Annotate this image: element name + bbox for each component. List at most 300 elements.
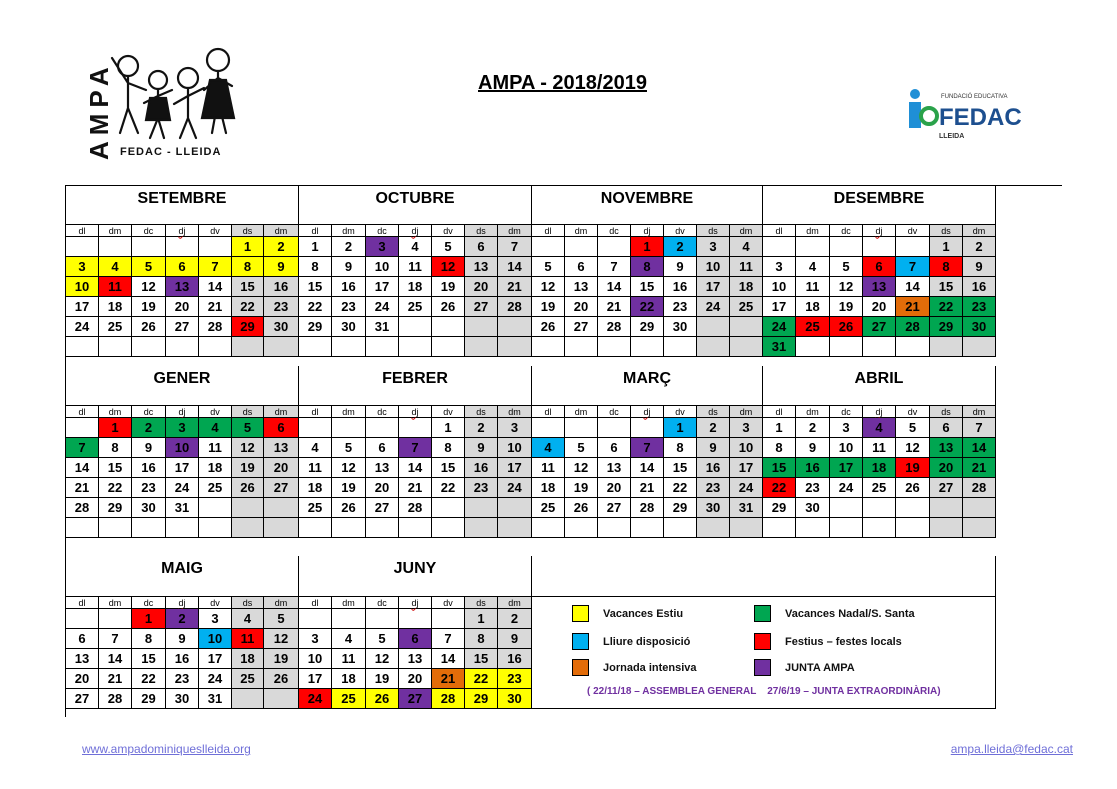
weekday-header: dv <box>896 225 930 237</box>
day-cell: 10 <box>66 277 99 297</box>
empty-cell <box>299 518 332 538</box>
empty-cell <box>66 418 99 438</box>
day-cell: 3 <box>66 257 99 277</box>
day-cell: 17 <box>830 458 863 478</box>
weekday-header: ds <box>465 597 498 609</box>
day-cell: 18 <box>99 297 132 317</box>
day-cell: 6 <box>264 418 299 438</box>
day-cell: 17 <box>498 458 532 478</box>
day-cell: 13 <box>399 649 432 669</box>
day-cell: 23 <box>166 669 199 689</box>
month-title: MARÇ <box>532 366 763 406</box>
day-cell: 4 <box>99 257 132 277</box>
legend-swatch <box>754 659 771 676</box>
day-cell: 14 <box>498 257 532 277</box>
weekday-header: ds <box>465 225 498 237</box>
empty-cell <box>399 317 432 337</box>
day-cell: 20 <box>399 669 432 689</box>
day-cell: 9 <box>498 629 532 649</box>
weekday-header: dj <box>631 225 664 237</box>
day-cell: 13 <box>930 438 963 458</box>
blank-area <box>532 556 996 597</box>
day-cell: 22 <box>432 478 465 498</box>
day-cell: 1 <box>132 609 166 629</box>
empty-cell <box>930 498 963 518</box>
legend-item <box>572 659 697 676</box>
day-cell: 26 <box>565 498 598 518</box>
empty-cell <box>232 689 264 709</box>
day-cell: 12 <box>366 649 399 669</box>
empty-cell <box>465 518 498 538</box>
day-cell: 15 <box>631 277 664 297</box>
day-cell: 6 <box>863 257 896 277</box>
day-cell: 21 <box>896 297 930 317</box>
day-cell: 8 <box>930 257 963 277</box>
empty-cell <box>631 518 664 538</box>
day-cell: 1 <box>465 609 498 629</box>
day-cell: 17 <box>697 277 730 297</box>
weekday-header: dv <box>432 406 465 418</box>
empty-cell <box>199 518 232 538</box>
day-cell: 8 <box>465 629 498 649</box>
empty-cell <box>830 498 863 518</box>
weekday-header: dv <box>199 406 232 418</box>
day-cell: 22 <box>930 297 963 317</box>
day-cell: 12 <box>432 257 465 277</box>
empty-cell <box>264 518 299 538</box>
day-cell: 5 <box>232 418 264 438</box>
day-cell: 7 <box>498 237 532 257</box>
day-cell: 1 <box>631 237 664 257</box>
empty-cell <box>99 237 132 257</box>
day-cell: 3 <box>730 418 763 438</box>
weekday-header: dj <box>863 225 896 237</box>
day-cell: 16 <box>498 649 532 669</box>
weekday-header: dc <box>366 406 399 418</box>
day-cell: 8 <box>99 438 132 458</box>
day-cell: 6 <box>465 237 498 257</box>
day-cell: 30 <box>664 317 697 337</box>
day-cell: 2 <box>796 418 830 438</box>
svg-text:AMPA: AMPA <box>84 61 114 160</box>
empty-cell <box>498 317 532 337</box>
day-cell: 22 <box>465 669 498 689</box>
empty-cell <box>166 237 199 257</box>
day-cell: 23 <box>963 297 996 317</box>
day-cell: 9 <box>697 438 730 458</box>
weekday-header: ds <box>697 225 730 237</box>
day-cell: 25 <box>399 297 432 317</box>
day-cell: 7 <box>99 629 132 649</box>
day-cell: 18 <box>299 478 332 498</box>
day-cell: 10 <box>166 438 199 458</box>
day-cell: 16 <box>132 458 166 478</box>
day-cell: 24 <box>166 478 199 498</box>
empty-cell <box>896 337 930 357</box>
day-cell: 26 <box>264 669 299 689</box>
day-cell: 9 <box>332 257 366 277</box>
day-cell: 24 <box>299 689 332 709</box>
day-cell: 15 <box>465 649 498 669</box>
empty-cell <box>432 337 465 357</box>
weekday-header: dm <box>963 225 996 237</box>
weekday-header: dj <box>166 225 199 237</box>
legend-label: Lliure disposició <box>603 635 691 648</box>
weekday-header: dv <box>432 597 465 609</box>
day-cell: 25 <box>863 478 896 498</box>
day-cell: 15 <box>763 458 796 478</box>
day-cell: 19 <box>830 297 863 317</box>
day-cell: 15 <box>232 277 264 297</box>
empty-cell <box>730 518 763 538</box>
day-cell: 1 <box>299 237 332 257</box>
day-cell: 15 <box>930 277 963 297</box>
day-cell: 21 <box>399 478 432 498</box>
day-cell: 8 <box>132 629 166 649</box>
day-cell: 8 <box>763 438 796 458</box>
day-cell: 31 <box>366 317 399 337</box>
day-cell: 18 <box>532 478 565 498</box>
day-cell: 7 <box>66 438 99 458</box>
day-cell: 4 <box>332 629 366 649</box>
day-cell: 25 <box>532 498 565 518</box>
day-cell: 26 <box>366 689 399 709</box>
day-cell: 23 <box>264 297 299 317</box>
day-cell: 24 <box>730 478 763 498</box>
month-title: SETEMBRE <box>66 186 299 225</box>
day-cell: 6 <box>366 438 399 458</box>
empty-cell <box>332 418 366 438</box>
day-cell: 10 <box>299 649 332 669</box>
empty-cell <box>465 337 498 357</box>
day-cell: 26 <box>332 498 366 518</box>
day-cell: 11 <box>299 458 332 478</box>
empty-cell <box>132 237 166 257</box>
day-cell: 27 <box>264 478 299 498</box>
day-cell: 19 <box>132 297 166 317</box>
day-cell: 2 <box>664 237 697 257</box>
weekday-header: dl <box>66 225 99 237</box>
day-cell: 11 <box>796 277 830 297</box>
day-cell: 26 <box>532 317 565 337</box>
page-title: AMPA - 2018/2019 <box>478 72 647 94</box>
day-cell: 22 <box>299 297 332 317</box>
day-cell: 20 <box>366 478 399 498</box>
day-cell: 4 <box>199 418 232 438</box>
empty-cell <box>598 237 631 257</box>
empty-cell <box>332 337 366 357</box>
empty-cell <box>132 337 166 357</box>
day-cell: 27 <box>930 478 963 498</box>
day-cell: 28 <box>99 689 132 709</box>
day-cell: 18 <box>199 458 232 478</box>
email-link[interactable]: ampa.lleida@fedac.cat <box>950 742 1073 756</box>
empty-cell <box>399 418 432 438</box>
weekday-header: dv <box>664 406 697 418</box>
day-cell: 21 <box>99 669 132 689</box>
day-cell: 29 <box>299 317 332 337</box>
day-cell: 27 <box>399 689 432 709</box>
day-cell: 11 <box>863 438 896 458</box>
weekday-header: dm <box>565 225 598 237</box>
month-title: MAIG <box>66 556 299 597</box>
empty-cell <box>730 337 763 357</box>
weekday-header: dm <box>963 406 996 418</box>
empty-cell <box>66 337 99 357</box>
day-cell: 14 <box>598 277 631 297</box>
empty-cell <box>332 609 366 629</box>
empty-cell <box>796 337 830 357</box>
legend-item <box>754 633 902 650</box>
empty-cell <box>830 237 863 257</box>
empty-cell <box>697 337 730 357</box>
empty-cell <box>132 518 166 538</box>
calendar-grid <box>65 185 1062 717</box>
day-cell: 4 <box>730 237 763 257</box>
day-cell: 15 <box>132 649 166 669</box>
day-cell: 11 <box>99 277 132 297</box>
day-cell: 23 <box>132 478 166 498</box>
legend-label: Vacances Nadal/S. Santa <box>785 607 915 620</box>
weekday-header: dj <box>631 406 664 418</box>
day-cell: 4 <box>863 418 896 438</box>
legend-item <box>572 605 683 622</box>
day-cell: 1 <box>232 237 264 257</box>
day-cell: 14 <box>631 458 664 478</box>
weekday-header: dm <box>332 406 366 418</box>
day-cell: 3 <box>166 418 199 438</box>
day-cell: 30 <box>332 317 366 337</box>
day-cell: 5 <box>132 257 166 277</box>
day-cell: 26 <box>432 297 465 317</box>
day-cell: 11 <box>532 458 565 478</box>
day-cell: 9 <box>264 257 299 277</box>
day-cell: 15 <box>432 458 465 478</box>
day-cell: 12 <box>830 277 863 297</box>
day-cell: 21 <box>199 297 232 317</box>
day-cell: 4 <box>532 438 565 458</box>
legend-label: JUNTA AMPA <box>785 661 855 674</box>
day-cell: 14 <box>432 649 465 669</box>
day-cell: 21 <box>631 478 664 498</box>
day-cell: 4 <box>399 237 432 257</box>
day-cell: 5 <box>432 237 465 257</box>
empty-cell <box>166 518 199 538</box>
day-cell: 17 <box>366 277 399 297</box>
empty-cell <box>565 237 598 257</box>
day-cell: 22 <box>99 478 132 498</box>
day-cell: 22 <box>664 478 697 498</box>
day-cell: 5 <box>264 609 299 629</box>
empty-cell <box>264 689 299 709</box>
day-cell: 13 <box>264 438 299 458</box>
day-cell: 20 <box>66 669 99 689</box>
weekday-header: dm <box>498 225 532 237</box>
day-cell: 13 <box>366 458 399 478</box>
empty-cell <box>896 237 930 257</box>
weekday-header: dl <box>66 406 99 418</box>
day-cell: 27 <box>66 689 99 709</box>
empty-cell <box>99 609 132 629</box>
day-cell: 12 <box>332 458 366 478</box>
events-note: ( 22/11/18 – ASSEMBLEA GENERAL 27/6/19 – JUNTA EXTRAORDINÀRIA) <box>587 686 941 697</box>
day-cell: 3 <box>697 237 730 257</box>
day-cell: 15 <box>99 458 132 478</box>
day-cell: 15 <box>664 458 697 478</box>
day-cell: 2 <box>264 237 299 257</box>
legend-item <box>754 605 915 622</box>
empty-cell <box>863 237 896 257</box>
day-cell: 7 <box>399 438 432 458</box>
day-cell: 20 <box>863 297 896 317</box>
day-cell: 26 <box>232 478 264 498</box>
empty-cell <box>399 609 432 629</box>
weekday-header: dl <box>532 225 565 237</box>
empty-cell <box>930 337 963 357</box>
weekday-header: dc <box>132 406 166 418</box>
empty-cell <box>332 518 366 538</box>
day-cell: 17 <box>66 297 99 317</box>
day-cell: 26 <box>896 478 930 498</box>
empty-cell <box>565 518 598 538</box>
weekday-header: dj <box>166 406 199 418</box>
weekday-header: dl <box>299 406 332 418</box>
day-cell: 18 <box>863 458 896 478</box>
day-cell: 26 <box>830 317 863 337</box>
empty-cell <box>598 337 631 357</box>
day-cell: 16 <box>166 649 199 669</box>
day-cell: 19 <box>232 458 264 478</box>
day-cell: 5 <box>896 418 930 438</box>
day-cell: 28 <box>598 317 631 337</box>
empty-cell <box>399 518 432 538</box>
day-cell: 29 <box>664 498 697 518</box>
empty-cell <box>631 418 664 438</box>
weekday-header: dc <box>366 225 399 237</box>
empty-cell <box>366 337 399 357</box>
day-cell: 14 <box>66 458 99 478</box>
weekday-header: dm <box>264 225 299 237</box>
empty-cell <box>432 609 465 629</box>
day-cell: 22 <box>132 669 166 689</box>
weekday-header: dm <box>565 406 598 418</box>
weekday-header: ds <box>697 406 730 418</box>
day-cell: 25 <box>199 478 232 498</box>
day-cell: 27 <box>366 498 399 518</box>
weekday-header: dm <box>99 597 132 609</box>
day-cell: 10 <box>199 629 232 649</box>
weekday-header: dl <box>763 225 796 237</box>
legend-item <box>572 633 690 650</box>
day-cell: 13 <box>598 458 631 478</box>
day-cell: 30 <box>132 498 166 518</box>
day-cell: 3 <box>366 237 399 257</box>
day-cell: 24 <box>498 478 532 498</box>
legend-swatch <box>754 633 771 650</box>
empty-cell <box>166 337 199 357</box>
day-cell: 3 <box>830 418 863 438</box>
day-cell: 15 <box>299 277 332 297</box>
day-cell: 21 <box>498 277 532 297</box>
day-cell: 7 <box>598 257 631 277</box>
day-cell: 22 <box>232 297 264 317</box>
weekday-header: ds <box>232 597 264 609</box>
day-cell: 28 <box>896 317 930 337</box>
empty-cell <box>199 498 232 518</box>
day-cell: 17 <box>763 297 796 317</box>
day-cell: 23 <box>465 478 498 498</box>
day-cell: 4 <box>299 438 332 458</box>
empty-cell <box>598 418 631 438</box>
day-cell: 21 <box>963 458 996 478</box>
day-cell: 27 <box>465 297 498 317</box>
day-cell: 19 <box>432 277 465 297</box>
empty-cell <box>830 337 863 357</box>
weekday-header: dm <box>332 597 366 609</box>
day-cell: 18 <box>332 669 366 689</box>
day-cell: 28 <box>963 478 996 498</box>
day-cell: 31 <box>763 337 796 357</box>
day-cell: 31 <box>199 689 232 709</box>
day-cell: 27 <box>863 317 896 337</box>
day-cell: 23 <box>796 478 830 498</box>
day-cell: 10 <box>366 257 399 277</box>
empty-cell <box>366 418 399 438</box>
day-cell: 1 <box>763 418 796 438</box>
svg-text:FUNDACIÓ EDUCATIVA: FUNDACIÓ EDUCATIVA <box>941 94 1008 100</box>
day-cell: 7 <box>199 257 232 277</box>
day-cell: 2 <box>132 418 166 438</box>
weekday-header: dm <box>332 225 366 237</box>
day-cell: 31 <box>166 498 199 518</box>
empty-cell <box>199 237 232 257</box>
day-cell: 25 <box>299 498 332 518</box>
empty-cell <box>299 337 332 357</box>
day-cell: 17 <box>199 649 232 669</box>
day-cell: 12 <box>232 438 264 458</box>
logo-subtitle: FEDAC - LLEIDA <box>120 146 222 158</box>
day-cell: 23 <box>697 478 730 498</box>
day-cell: 24 <box>66 317 99 337</box>
empty-cell <box>697 317 730 337</box>
day-cell: 24 <box>366 297 399 317</box>
day-cell: 3 <box>199 609 232 629</box>
fedac-logo <box>905 88 1035 143</box>
website-link[interactable]: www.ampadominiqueslleida.org <box>82 742 251 756</box>
empty-cell <box>99 518 132 538</box>
day-cell: 9 <box>166 629 199 649</box>
day-cell: 30 <box>697 498 730 518</box>
day-cell: 11 <box>332 649 366 669</box>
day-cell: 28 <box>432 689 465 709</box>
day-cell: 13 <box>863 277 896 297</box>
empty-cell <box>631 337 664 357</box>
day-cell: 6 <box>598 438 631 458</box>
empty-cell <box>465 498 498 518</box>
day-cell: 11 <box>232 629 264 649</box>
day-cell: 14 <box>896 277 930 297</box>
weekday-header: dc <box>598 225 631 237</box>
empty-cell <box>299 609 332 629</box>
weekday-header: dc <box>366 597 399 609</box>
day-cell: 18 <box>730 277 763 297</box>
day-cell: 2 <box>166 609 199 629</box>
svg-text:LLEIDA: LLEIDA <box>939 133 965 140</box>
day-cell: 30 <box>963 317 996 337</box>
legend-swatch <box>572 633 589 650</box>
day-cell: 16 <box>963 277 996 297</box>
weekday-header: dc <box>830 406 863 418</box>
